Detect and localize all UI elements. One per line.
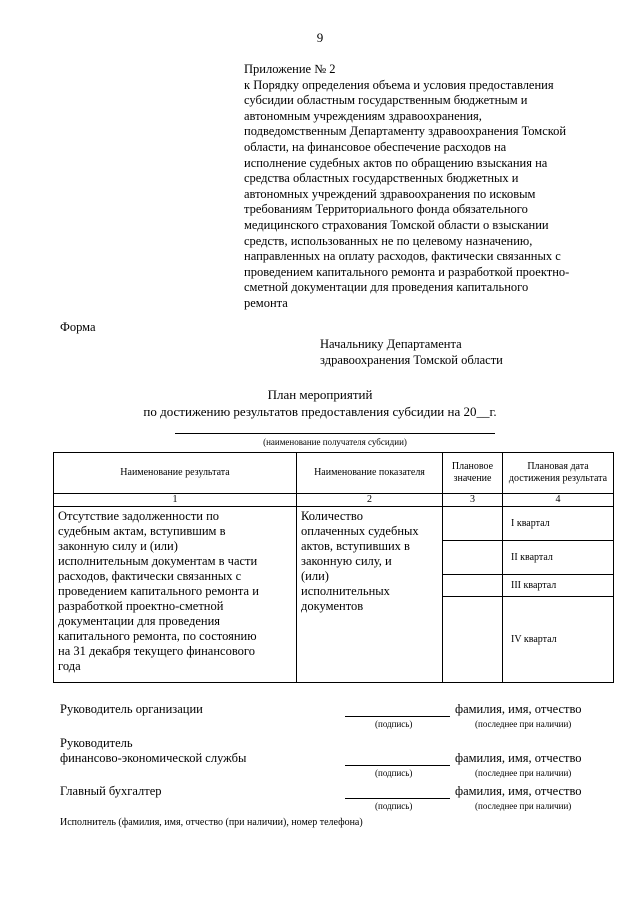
page-number: 9	[316, 30, 324, 45]
recipient-field-line	[175, 433, 495, 434]
fio-caption: (последнее при наличии)	[475, 719, 572, 729]
plan-subtitle: по достижению результатов предоставления субсидии на 20__г.	[143, 404, 497, 419]
column-number: 1	[54, 494, 297, 507]
appendix-line: субсидии областным государственным бюджетным и	[244, 93, 528, 108]
appendix-line: ремонта	[244, 295, 288, 310]
quarter-cell: I квартал	[503, 507, 614, 541]
signature-label: Руководитель	[60, 736, 133, 750]
fio-label: фамилия, имя, отчество	[455, 702, 582, 716]
appendix-line: требованиям Территориального фонда обязательного	[244, 202, 528, 217]
form-label: Форма	[60, 320, 96, 334]
quarter-cell: III квартал	[503, 575, 614, 597]
appendix-line: автономным учреждениям здравоохранения,	[244, 108, 482, 123]
appendix-line: автономных учреждений здравоохранения по исковым	[244, 186, 536, 201]
signature-label: Главный бухгалтер	[60, 784, 162, 798]
column-number: 4	[503, 494, 614, 507]
table-row	[54, 507, 614, 541]
fio-caption: (последнее при наличии)	[475, 768, 572, 778]
fio-caption: (последнее при наличии)	[475, 801, 572, 811]
appendix-line: средств, использованных не по целевому назначению,	[244, 233, 533, 248]
recipient-caption: (наименование получателя субсидии)	[263, 437, 407, 447]
table-header: Плановое значение	[443, 453, 503, 494]
addressee-line: Начальнику Департамента	[320, 337, 462, 351]
appendix-line: к Порядку определения объема и условия предоставления	[244, 77, 554, 92]
signature-line	[345, 765, 450, 766]
appendix-line: средства областных государственных бюджетных и	[244, 171, 519, 186]
results-table	[53, 452, 614, 683]
planned-value-cell	[443, 575, 503, 597]
signature-line	[345, 798, 450, 799]
signature-line	[345, 716, 450, 717]
appendix-line: медицинского страхования Томской области о взыскании	[244, 217, 549, 232]
column-number: 2	[297, 494, 443, 507]
executor-note: Исполнитель (фамилия, имя, отчество (при наличии), номер телефона)	[60, 817, 363, 828]
plan-title: План мероприятий	[267, 387, 373, 402]
appendix-block	[244, 62, 604, 312]
signature-caption: (подпись)	[375, 801, 413, 811]
signature-label: финансово-экономической службы	[60, 751, 247, 765]
addressee-line: здравоохранения Томской области	[320, 353, 503, 367]
signature-caption: (подпись)	[375, 768, 413, 778]
signature-caption: (подпись)	[375, 719, 413, 729]
appendix-line: исполнение судебных актов по обращению взыскания на	[244, 155, 548, 170]
fio-label: фамилия, имя, отчество	[455, 751, 582, 765]
addressee	[320, 336, 503, 368]
table-header-row	[54, 453, 614, 494]
table-header: Наименование результата	[54, 453, 297, 494]
quarter-cell: IV квартал	[503, 597, 614, 683]
appendix-line: подведомственным Департаменту здравоохранения Томской	[244, 124, 567, 139]
signature-label: Руководитель организации	[60, 702, 203, 716]
table-header: Плановая дата достижения результата	[503, 453, 614, 494]
planned-value-cell	[443, 507, 503, 541]
appendix-title: Приложение № 2	[244, 62, 336, 76]
appendix-line: области, на финансовое обеспечение расходов на	[244, 139, 507, 154]
appendix-line: проведением капитального ремонта и разработкой проектно-	[244, 264, 570, 279]
appendix-line: сметной документации для проведения капитального	[244, 280, 529, 295]
indicator-name-cell: Количество оплаченных судебных актов, вступивших в законную силу, и (или) исполнительных документов	[297, 507, 443, 683]
plan-heading	[0, 386, 640, 420]
planned-value-cell	[443, 597, 503, 683]
table-header: Наименование показателя	[297, 453, 443, 494]
column-number: 3	[443, 494, 503, 507]
planned-value-cell	[443, 541, 503, 575]
appendix-line: направленных на оплату расходов, фактически связанных с	[244, 249, 561, 264]
quarter-cell: II квартал	[503, 541, 614, 575]
column-number-row	[54, 494, 614, 507]
fio-label: фамилия, имя, отчество	[455, 784, 582, 798]
result-name-cell: Отсутствие задолженности по судебным актам, вступившим в законную силу и (или) исполнительным документам в части расходов, фактически связанных с проведением капитального ремонта и разработкой проектно-сметной документации для проведения капитального ремонта, по состоянию на 31 декабря текущего финансового года	[54, 507, 297, 683]
